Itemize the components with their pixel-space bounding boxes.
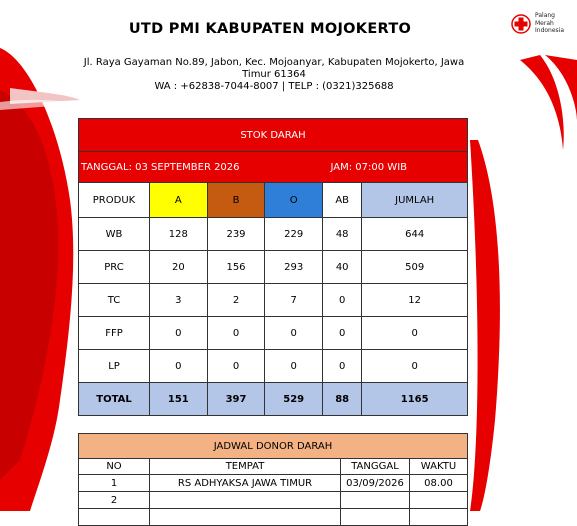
- cell-tanggal: 03/09/2026: [341, 475, 410, 492]
- cell-jumlah: 0: [362, 350, 468, 383]
- cell-total-o: 529: [265, 383, 323, 416]
- cell-o: 229: [265, 218, 323, 251]
- stock-date: TANGGAL: 03 SEPTEMBER 2026: [81, 161, 240, 173]
- table-row: [79, 492, 468, 509]
- cell-a: 0: [150, 317, 208, 350]
- cell-total-jumlah: 1165: [362, 383, 468, 416]
- contact-line: WA : +62838-7044-8007 | TELP : (0321)325688: [154, 81, 394, 92]
- total-row: [79, 383, 468, 416]
- col-header-o: O: [265, 183, 323, 218]
- cell-waktu: [410, 492, 468, 509]
- table-row: [79, 218, 468, 251]
- cell-ab: 0: [323, 350, 362, 383]
- cell-produk: FFP: [79, 317, 150, 350]
- cell-b: 156: [207, 251, 265, 284]
- cell-a: 128: [150, 218, 208, 251]
- cell-produk: LP: [79, 350, 150, 383]
- cell-ab: 0: [323, 284, 362, 317]
- cell-total-ab: 88: [323, 383, 362, 416]
- cell-o: 0: [265, 350, 323, 383]
- cell-no: [79, 509, 150, 526]
- cell-no: 1: [79, 475, 150, 492]
- schedule-header-row: [79, 459, 468, 475]
- table-row: [79, 350, 468, 383]
- cell-a: 0: [150, 350, 208, 383]
- cell-o: 7: [265, 284, 323, 317]
- col-header-tempat: TEMPAT: [150, 459, 341, 475]
- address-line: Timur 61364: [242, 69, 306, 80]
- logo-line: Merah: [535, 19, 554, 27]
- table-row: [79, 509, 468, 526]
- cell-waktu: [410, 509, 468, 526]
- table-row: [79, 284, 468, 317]
- cell-produk: WB: [79, 218, 150, 251]
- cell-tempat: [150, 492, 341, 509]
- cell-jumlah: 509: [362, 251, 468, 284]
- cell-a: 20: [150, 251, 208, 284]
- cell-tempat: [150, 509, 341, 526]
- page-title: UTD PMI KABUPATEN MOJOKERTO: [128, 21, 412, 37]
- schedule-table-title: JADWAL DONOR DARAH: [79, 434, 468, 459]
- col-header-tanggal: TANGGAL: [341, 459, 410, 475]
- cell-jumlah: 0: [362, 317, 468, 350]
- cell-tanggal: [341, 492, 410, 509]
- cell-produk: TC: [79, 284, 150, 317]
- cell-total-a: 151: [150, 383, 208, 416]
- table-row: [79, 317, 468, 350]
- address-line: Jl. Raya Gayaman No.89, Jabon, Kec. Mojoanyar, Kabupaten Mojokerto, Jawa: [83, 57, 465, 68]
- cell-b: 2: [207, 284, 265, 317]
- col-header-b: B: [207, 183, 265, 218]
- cell-ab: 40: [323, 251, 362, 284]
- cell-total-b: 397: [207, 383, 265, 416]
- cell-jumlah: 12: [362, 284, 468, 317]
- cell-b: 0: [207, 350, 265, 383]
- cell-a: 3: [150, 284, 208, 317]
- col-header-jumlah: JUMLAH: [362, 183, 468, 218]
- col-header-waktu: WAKTU: [410, 459, 468, 475]
- col-header-produk: PRODUK: [79, 183, 150, 218]
- cell-o: 0: [265, 317, 323, 350]
- cell-b: 0: [207, 317, 265, 350]
- stock-header-row: [79, 183, 468, 218]
- logo-line: Indonesia: [535, 27, 565, 34]
- cell-b: 239: [207, 218, 265, 251]
- cell-tanggal: [341, 509, 410, 526]
- cell-produk: PRC: [79, 251, 150, 284]
- col-header-ab: AB: [323, 183, 362, 218]
- cell-total-label: TOTAL: [79, 383, 150, 416]
- address-block: [80, 57, 468, 93]
- cell-no: 2: [79, 492, 150, 509]
- col-header-a: A: [150, 183, 208, 218]
- cell-tempat: RS ADHYAKSA JAWA TIMUR: [150, 475, 341, 492]
- table-row: [79, 251, 468, 284]
- cell-waktu: 08.00: [410, 475, 468, 492]
- cell-o: 293: [265, 251, 323, 284]
- blood-stock-table: [78, 118, 468, 416]
- logo-line: Palang: [535, 12, 555, 19]
- stock-time: JAM: 07:00 WIB: [330, 161, 407, 173]
- donor-schedule-table: [78, 433, 468, 526]
- col-header-no: NO: [79, 459, 150, 475]
- cell-ab: 0: [323, 317, 362, 350]
- stock-date-row: [79, 152, 468, 183]
- table-row: [79, 475, 468, 492]
- cell-jumlah: 644: [362, 218, 468, 251]
- cell-ab: 48: [323, 218, 362, 251]
- stock-table-title: STOK DARAH: [79, 119, 468, 152]
